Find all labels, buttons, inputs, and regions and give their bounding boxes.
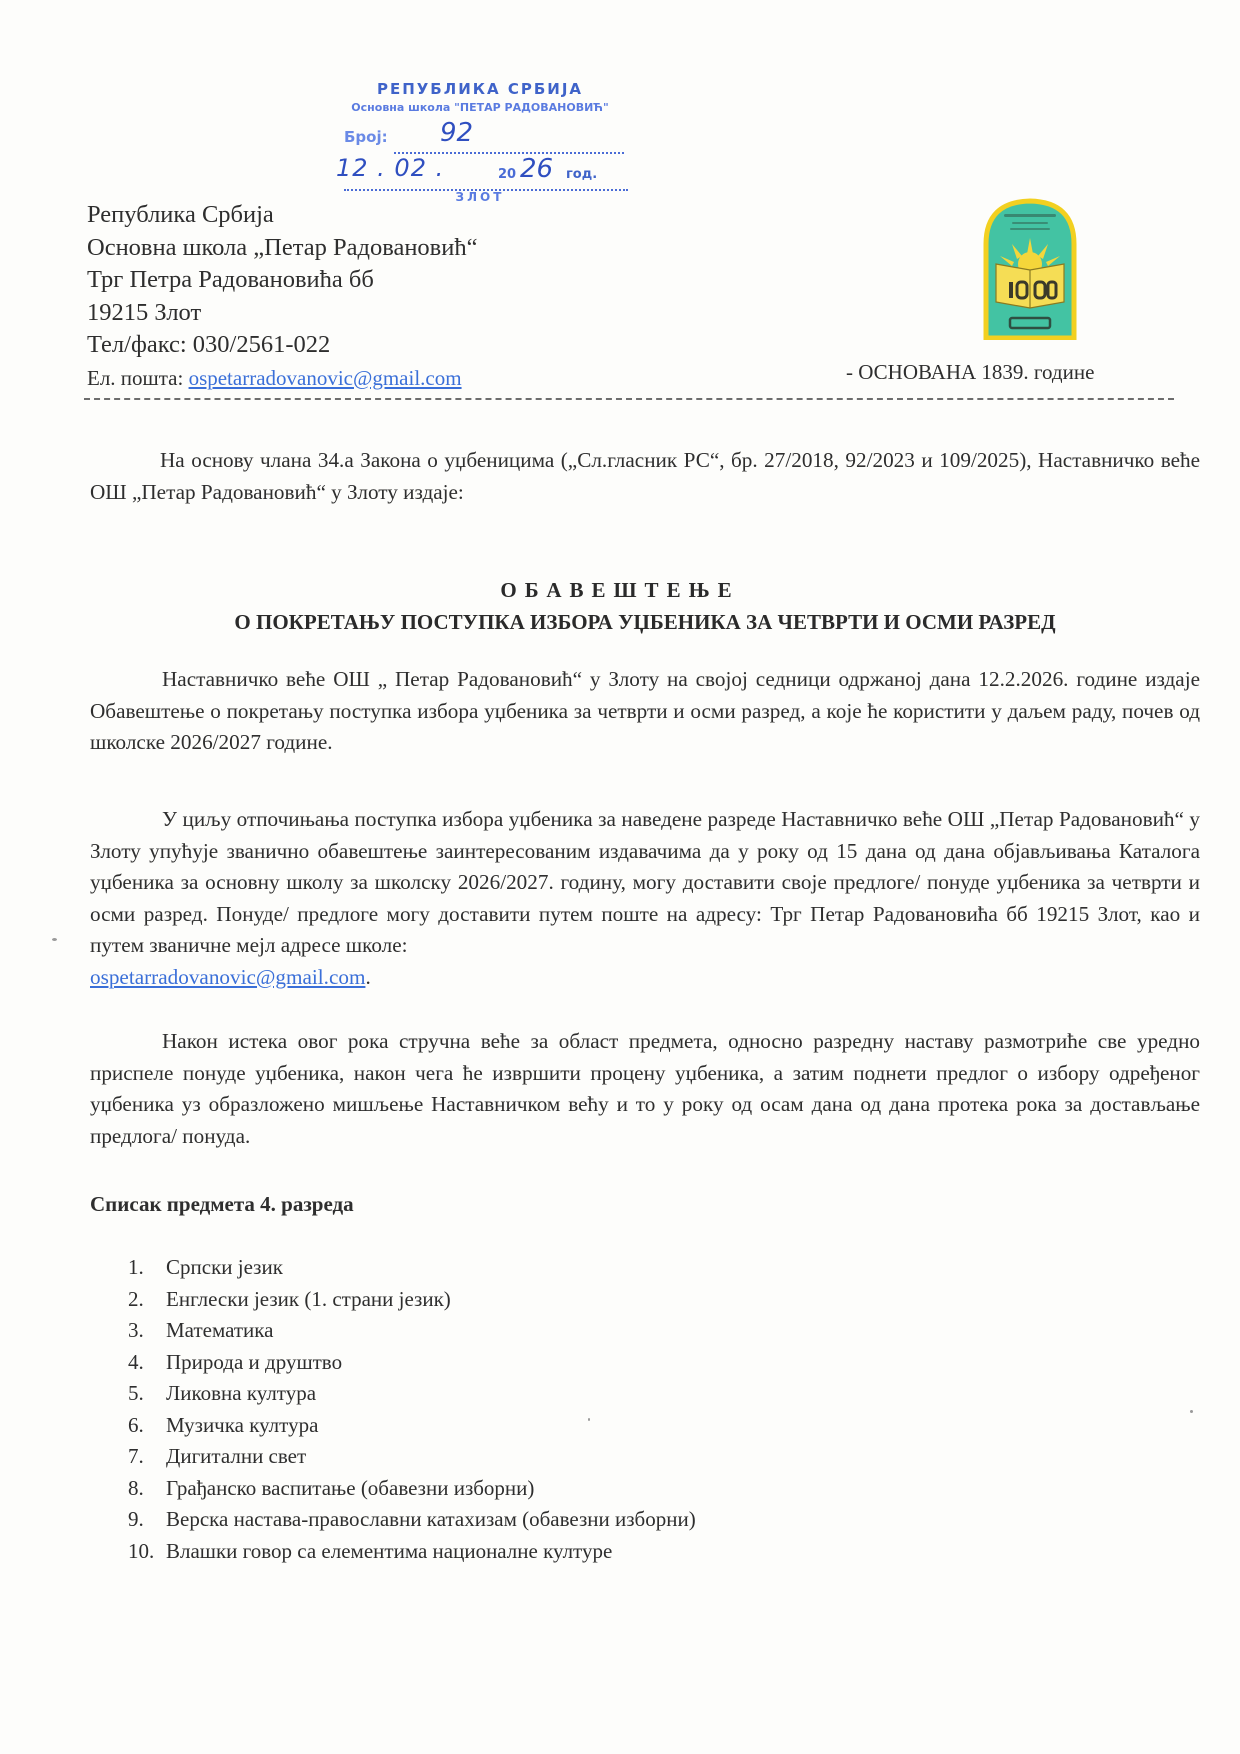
subject-label: Српски језик: [166, 1255, 283, 1279]
subjects-list: [128, 1252, 696, 1567]
subject-number: 7.: [128, 1444, 144, 1468]
subject-item: [128, 1252, 696, 1284]
subject-number: 1.: [128, 1255, 144, 1279]
registry-stamp: [330, 78, 630, 204]
paragraph-2: [90, 804, 1200, 993]
paragraph-1: [90, 664, 1200, 759]
subject-label: Ликовна култура: [166, 1381, 317, 1405]
paragraph-2-text: У циљу отпочињања поступка избора уџбеника за наведене разреде Наставничко веће ОШ „Петар Радовановић“ у Злоту упућује званично обавештење заинтересованим издавачима да у року од 15 дана од дана објављивања Каталога уџбеника за основну школу за школску 2026/2027. годину, могу доставити своје предлоге/ понуде уџбеника за четврти и осми разред. Понуде/ предлоге могу доставити путем поште на адресу: Трг Петар Радовановића бб 19215 Злот, као и путем званичне мејл адресе школе:: [90, 807, 1200, 957]
subject-label: Верска настава-православни катахизам (обавезни изборни): [166, 1507, 696, 1531]
letterhead-city: 19215 Злот: [87, 298, 202, 326]
paragraph-email-link[interactable]: ospetarradovanovic@gmail.com: [90, 964, 366, 989]
subject-number: 6.: [128, 1412, 144, 1437]
letterhead-country: Република Србија: [87, 201, 274, 228]
stamp-year-suffix: год.: [566, 167, 598, 182]
subjects-heading: Списак предмета 4. разреда: [90, 1192, 354, 1216]
subject-item: [128, 1441, 696, 1473]
subject-item: [128, 1378, 696, 1410]
email-link[interactable]: ospetarradovanovic@gmail.com: [188, 365, 462, 390]
letterhead-phone: Тел/факс: 030/2561-022: [87, 331, 331, 358]
paragraph-3: [90, 1026, 1200, 1152]
subject-item: [128, 1473, 696, 1505]
subject-label: Влашки говор са елементима националне културе: [166, 1538, 613, 1563]
email-label: Ел. пошта:: [87, 365, 189, 390]
paragraph-1-text: Наставничко веће ОШ „ Петар Радовановић“ у Злоту на својој седници одржаној дана 12.2.2026. године издаје Обавештење о покретању поступка избора уџбеника за четврти и осми разред, а које ће користити у даљем раду, почев од школске 2026/2027 године.: [90, 667, 1200, 754]
header-divider: [84, 398, 1174, 400]
stamp-city: ЗЛОТ: [455, 190, 505, 204]
subject-number: 8.: [128, 1475, 144, 1500]
stamp-number-row: [330, 120, 630, 150]
subject-number: 2.: [128, 1286, 144, 1311]
subject-number: 9.: [128, 1507, 144, 1531]
letterhead: [87, 199, 477, 394]
notice-title: ОБАВЕШТЕЊЕ: [500, 578, 740, 602]
subject-number: 3.: [128, 1318, 144, 1342]
notice-subtitle: О ПОКРЕТАЊУ ПОСТУПКА ИЗБОРА УЏБЕНИКА ЗА ЧЕТВРТИ И ОСМИ РАЗРЕД: [234, 610, 1056, 634]
subject-label: Природа и друштво: [166, 1349, 343, 1374]
letterhead-school: Основна школа „Петар Радовановић“: [87, 233, 478, 261]
subject-label: Математика: [166, 1318, 274, 1342]
letterhead-email-row: [87, 362, 477, 395]
stamp-date: 12 . 02 .: [336, 154, 445, 182]
subject-label: Енглески језик (1. страни језик): [166, 1286, 451, 1311]
paragraph-2-end: .: [365, 964, 371, 989]
subject-label: Грађанско васпитање (обавезни изборни): [166, 1475, 535, 1500]
stamp-year: 26: [520, 154, 554, 184]
founded-note: - ОСНОВАНА 1839. године: [846, 360, 1095, 384]
scan-speck: [52, 938, 57, 941]
subject-number: 5.: [128, 1381, 144, 1405]
scan-speck: [588, 1418, 590, 1421]
intro-text: На основу члана 34.а Закона о уџбеницима („Сл.гласник РС“, бр. 27/2018, 92/2023 и 109/2025), Наставничко веће ОШ „Петар Радовановић“ у Злоту издаје:: [90, 448, 1200, 504]
stamp-year-prefix: 20: [498, 167, 517, 182]
subject-item: [128, 1284, 696, 1316]
subject-label: Дигитални свет: [166, 1444, 307, 1468]
subject-number: 4.: [128, 1349, 144, 1374]
subject-item: [128, 1504, 696, 1536]
stamp-number-value: 92: [440, 118, 474, 148]
subject-number: 10.: [128, 1538, 155, 1563]
subject-item: [128, 1315, 696, 1347]
intro-paragraph: [90, 445, 1200, 508]
scan-speck: [1190, 1410, 1193, 1413]
subject-item: [128, 1536, 696, 1568]
school-logo: [982, 198, 1078, 340]
subject-item: [128, 1410, 696, 1442]
subject-item: [128, 1347, 696, 1379]
open-book-icon: [996, 264, 1064, 308]
letterhead-street: Трг Петра Радовановића бб: [87, 266, 374, 293]
paragraph-3-text: Након истека овог рока стручна веће за област предмета, односно разредну наставу размотриће све уредно приспеле понуде уџбеника, након чега ће извршити процену уџбеника, а затим поднети предлог о избору одређеног уџбеника уз образложено мишљење Наставничком већу и то у року од осам дана од дана протека рока за достављање предлога/ понуда.: [90, 1029, 1200, 1148]
stamp-country: РЕПУБЛИКА СРБИЈА: [376, 80, 584, 98]
stamp-number-label: Број:: [344, 128, 388, 146]
stamp-date-row: [330, 156, 630, 188]
stamp-school: Основна школа "ПЕТАР РАДОВАНОВИЋ": [351, 101, 609, 114]
subject-label: Музичка култура: [166, 1412, 319, 1437]
